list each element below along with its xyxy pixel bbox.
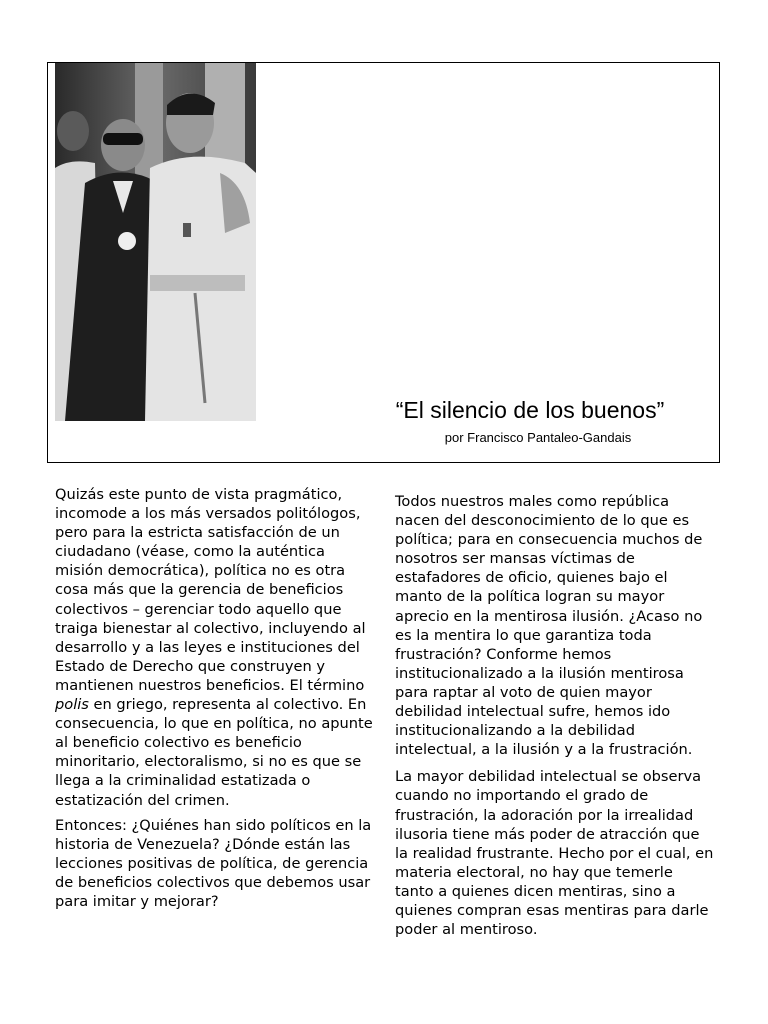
article-title: “El silencio de los buenos” xyxy=(395,397,665,423)
right-paragraph-2: La mayor debilidad intelectual se observa cuando no importando el grado de frustración, la adoración por la irrealidad ilusoria tiene más poder de atracción que la realidad frustrante. Hecho por el cual, en materia electoral, no hay que temerle tanto a quienes dicen mentiras, sino a quienes compran esas mentiras para darle poder al mentiroso. xyxy=(395,768,714,939)
left-paragraph-1-italic: polis xyxy=(55,696,89,714)
left-paragraph-1 xyxy=(55,485,377,810)
left-paragraph-1-text-a: Quizás este punto de vista pragmático, incomode a los más versados politólogos, pero para la estricta satisfacción de un ciudadano (véase, como la auténtica misión democrática), política no es otra cosa más que la gerencia de beneficios colectivos – gerenciar todo aquello que traiga bienestar al colectivo, incluyendo al desarrollo y a las leyes e instituciones del Estado de Derecho que construyen y mantienen nuestros beneficios. El término xyxy=(55,486,366,694)
left-paragraph-1-text-b: en griego, representa al colectivo. En consecuencia, lo que en política, no apunte al beneficio colectivo es beneficio minoritario, electoralismo, si no es que se llega a la criminalidad estatizada o estatización del crimen. xyxy=(55,696,373,809)
left-paragraph-2: Entonces: ¿Quiénes han sido políticos en la historia de Venezuela? ¿Dónde están las lecciones positivas de política, de gerencia de beneficios colectivos que debemos usar para imitar y mejorar? xyxy=(55,816,372,910)
article-byline: por Francisco Pantaleo-Gandais xyxy=(444,430,632,445)
historical-photo xyxy=(55,63,256,421)
right-paragraph-1: Todos nuestros males como república nacen del desconocimiento de lo que es política; para en consecuencia muchos de nosotros ser mansas víctimas de estafadores de oficio, quienes bajo el manto de la política logran su mayor aprecio en la mentirosa ilusión. ¿Acaso no es la mentira lo que garantiza toda frustración? Conforme hemos institucionalizado a la ilusión mentirosa para raptar al voto de quien mayor debilidad intelectual sufre, hemos ido institucionalizando a la debilidad intelectual, a la ilusión y a la frustración. xyxy=(395,493,703,759)
header-box xyxy=(47,62,720,463)
right-column xyxy=(395,492,715,947)
left-column xyxy=(55,485,377,917)
